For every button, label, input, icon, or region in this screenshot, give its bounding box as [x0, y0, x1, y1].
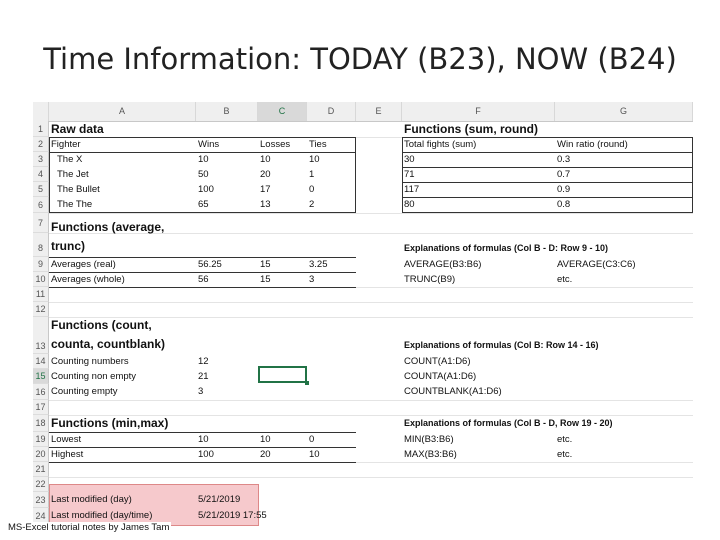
- cell-c5[interactable]: 17: [260, 184, 271, 195]
- cell-b24[interactable]: 5/21/2019 17:55: [198, 510, 267, 521]
- cell-f3[interactable]: 30: [404, 154, 415, 165]
- column-header-c[interactable]: C: [258, 102, 307, 121]
- cell-g3[interactable]: 0.3: [557, 154, 571, 165]
- cell-f13[interactable]: Explanations of formulas (Col B: Row 14 - 16): [404, 340, 599, 350]
- cell-c9[interactable]: 15: [260, 259, 271, 270]
- table-rule: [49, 462, 356, 463]
- cell-a10[interactable]: Averages (whole): [51, 274, 125, 285]
- cell-a9[interactable]: Averages (real): [51, 259, 116, 270]
- table-rule: [402, 197, 693, 198]
- table-rule: [402, 152, 693, 153]
- cell-c6[interactable]: 13: [260, 199, 271, 210]
- cell-a13-line2[interactable]: counta, countblank): [51, 337, 165, 351]
- cell-a15[interactable]: Counting non empty: [51, 371, 137, 382]
- cell-a16[interactable]: Counting empty: [51, 386, 118, 397]
- fill-handle[interactable]: [305, 381, 309, 385]
- cell-f19[interactable]: MIN(B3:B6): [404, 434, 454, 445]
- cell-a18[interactable]: Functions (min,max): [51, 416, 169, 430]
- row-header-9[interactable]: 9: [33, 257, 49, 272]
- cell-g2[interactable]: Win ratio (round): [557, 139, 628, 150]
- cell-f20[interactable]: MAX(B3:B6): [404, 449, 457, 460]
- column-header-b[interactable]: B: [196, 102, 258, 121]
- cell-a13-line1[interactable]: Functions (count,: [51, 318, 152, 332]
- cell-f4[interactable]: 71: [404, 169, 415, 180]
- row-header-17[interactable]: 17: [33, 400, 49, 415]
- cell-a19[interactable]: Lowest: [51, 434, 82, 445]
- gridline: [49, 477, 693, 478]
- cell-b10[interactable]: 56: [198, 274, 209, 285]
- cell-d2[interactable]: Ties: [309, 139, 327, 150]
- cell-b15[interactable]: 21: [198, 371, 209, 382]
- cell-f2[interactable]: Total fights (sum): [404, 139, 477, 150]
- cell-c3[interactable]: 10: [260, 154, 271, 165]
- row-header-14[interactable]: 14: [33, 354, 49, 369]
- column-header-d[interactable]: D: [307, 102, 356, 121]
- cell-d19[interactable]: 0: [309, 434, 315, 445]
- cell-f8[interactable]: Explanations of formulas (Col B - D: Row 9 - 10): [404, 243, 609, 253]
- row-header-23[interactable]: 23: [33, 492, 49, 508]
- row-header-8[interactable]: 8: [33, 233, 49, 257]
- cell-g4[interactable]: 0.7: [557, 169, 571, 180]
- row-header-21[interactable]: 21: [33, 462, 49, 477]
- cell-b14[interactable]: 12: [198, 356, 209, 367]
- cell-c20[interactable]: 20: [260, 449, 271, 460]
- row-header-5[interactable]: 5: [33, 182, 49, 197]
- cell-a6[interactable]: The The: [57, 199, 93, 210]
- cell-g9[interactable]: AVERAGE(C3:C6): [557, 259, 636, 270]
- cell-f1[interactable]: Functions (sum, round): [404, 122, 538, 136]
- table-rule: [49, 287, 356, 288]
- cell-c19[interactable]: 10: [260, 434, 271, 445]
- column-header-f[interactable]: F: [402, 102, 555, 121]
- cell-f10[interactable]: TRUNC(B9): [404, 274, 456, 285]
- row-header-22[interactable]: 22: [33, 477, 49, 492]
- table-rule: [402, 167, 693, 168]
- row-header-20[interactable]: 20: [33, 447, 49, 462]
- cell-d10[interactable]: 3: [309, 274, 315, 285]
- row-header-15[interactable]: 15: [33, 369, 49, 384]
- cell-f18[interactable]: Explanations of formulas (Col B - D, Row 19 - 20): [404, 418, 613, 428]
- cell-b5[interactable]: 100: [198, 184, 214, 195]
- row-header-3[interactable]: 3: [33, 152, 49, 167]
- cell-g6[interactable]: 0.8: [557, 199, 571, 210]
- cell-c2[interactable]: Losses: [260, 139, 291, 150]
- cell-f5[interactable]: 117: [404, 184, 420, 195]
- cell-f15[interactable]: COUNTA(A1:D6): [404, 371, 477, 382]
- cell-d3[interactable]: 10: [309, 154, 320, 165]
- row-header-12[interactable]: 12: [33, 302, 49, 317]
- gridline: [49, 400, 693, 401]
- row-header-16[interactable]: 16: [33, 384, 49, 400]
- cell-b2[interactable]: Wins: [198, 139, 220, 150]
- cell-b16[interactable]: 3: [198, 386, 204, 397]
- cell-a1[interactable]: Raw data: [51, 122, 104, 136]
- cell-b23[interactable]: 5/21/2019: [198, 494, 241, 505]
- cell-f6[interactable]: 80: [404, 199, 415, 210]
- cell-a5[interactable]: The Bullet: [57, 184, 100, 195]
- cell-b3[interactable]: 10: [198, 154, 209, 165]
- row-header-24[interactable]: 24: [33, 508, 49, 524]
- slide-title: Time Information: TODAY (B23), NOW (B24): [43, 42, 677, 76]
- cell-f14[interactable]: COUNT(A1:D6): [404, 356, 471, 367]
- cell-g20[interactable]: etc.: [557, 449, 573, 460]
- slide-footer: MS-Excel tutorial notes by James Tam: [8, 522, 170, 533]
- column-header-bar: [33, 102, 693, 122]
- cell-d9[interactable]: 3.25: [309, 259, 328, 270]
- spreadsheet[interactable]: [33, 102, 693, 526]
- row-header-1[interactable]: 1: [33, 121, 49, 137]
- cell-d20[interactable]: 10: [309, 449, 320, 460]
- cell-a3[interactable]: The X: [57, 154, 83, 165]
- table-rule: [402, 182, 693, 183]
- cell-a7[interactable]: Functions (average,: [51, 220, 165, 234]
- cell-b19[interactable]: 10: [198, 434, 209, 445]
- row-header-6[interactable]: 6: [33, 197, 49, 213]
- row-header-4[interactable]: 4: [33, 167, 49, 182]
- cell-b20[interactable]: 100: [198, 449, 214, 460]
- cell-g5[interactable]: 0.9: [557, 184, 571, 195]
- cell-b4[interactable]: 50: [198, 169, 209, 180]
- cell-g19[interactable]: etc.: [557, 434, 573, 445]
- row-header-10[interactable]: 10: [33, 272, 49, 287]
- row-header-18[interactable]: 18: [33, 415, 49, 432]
- cell-b6[interactable]: 65: [198, 199, 209, 210]
- cell-a24[interactable]: Last modified (day/time): [51, 510, 153, 521]
- cell-a20[interactable]: Highest: [51, 449, 84, 460]
- cell-a8[interactable]: trunc): [51, 239, 85, 253]
- column-header-a[interactable]: A: [49, 102, 196, 121]
- gridline: [49, 213, 693, 214]
- row-header-11[interactable]: 11: [33, 287, 49, 302]
- gridline: [49, 302, 693, 303]
- cell-a4[interactable]: The Jet: [57, 169, 89, 180]
- cell-a23[interactable]: Last modified (day): [51, 494, 132, 505]
- row-header-19[interactable]: 19: [33, 432, 49, 447]
- row-header-7[interactable]: 7: [33, 213, 49, 233]
- cell-d6[interactable]: 2: [309, 199, 315, 210]
- cell-b9[interactable]: 56.25: [198, 259, 222, 270]
- row-header-2[interactable]: 2: [33, 137, 49, 152]
- cell-a2[interactable]: Fighter: [51, 139, 81, 150]
- cell-c4[interactable]: 20: [260, 169, 271, 180]
- column-header-e[interactable]: E: [356, 102, 402, 121]
- cell-f16[interactable]: COUNTBLANK(A1:D6): [404, 386, 502, 397]
- active-cell-c15[interactable]: [258, 366, 307, 383]
- cell-d5[interactable]: 0: [309, 184, 315, 195]
- cell-c10[interactable]: 15: [260, 274, 271, 285]
- cell-f9[interactable]: AVERAGE(B3:B6): [404, 259, 482, 270]
- column-header-g[interactable]: G: [555, 102, 693, 121]
- cell-d4[interactable]: 1: [309, 169, 315, 180]
- cell-g10[interactable]: etc.: [557, 274, 573, 285]
- select-all-corner[interactable]: [33, 102, 49, 121]
- row-header-13[interactable]: 13: [33, 317, 49, 354]
- cell-a14[interactable]: Counting numbers: [51, 356, 129, 367]
